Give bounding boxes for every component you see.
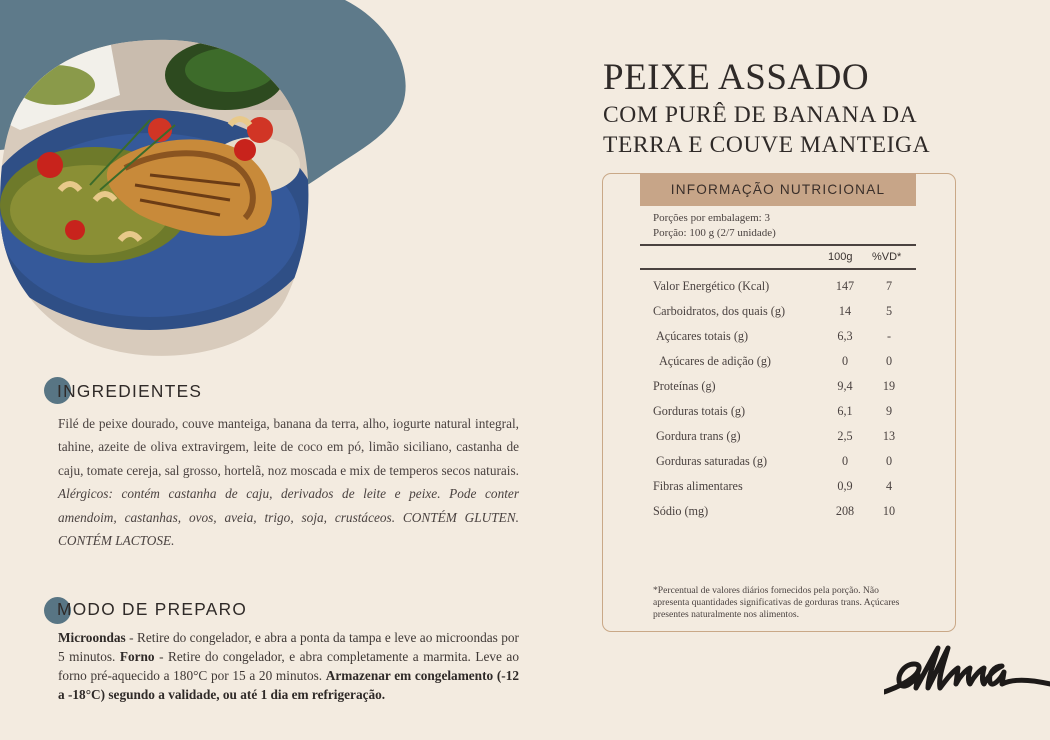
ingredients-text: [58, 412, 519, 552]
nutrient-value-vd: 13: [882, 429, 896, 443]
dish-photo: [0, 0, 330, 370]
nutrient-value-vd: 7: [885, 279, 893, 293]
nutrient-label: Gordura trans (g): [656, 429, 741, 443]
title-main: PEIXE ASSADO: [603, 57, 870, 98]
nutrition-footnote: *Percentual de valores diários fornecidos pela porção. Não apresenta quantidades significativas de gorduras trans. Açúcares presentes naturalmente nos alimentos.: [653, 585, 900, 620]
allma-logo: [884, 644, 1050, 702]
title-sub-line1: COM PURÊ DE BANANA DA: [603, 102, 918, 128]
oven-instructions: - Retire do congelador, e abra completamente a marmita. Leve ao forno pré-aquecido a 180°C por 15 a 20 minutos.: [58, 649, 519, 683]
nutrient-value-100g: 0: [841, 354, 849, 368]
preparation-title: MODO DE PREPARO: [57, 599, 248, 619]
nutrient-label: Gorduras saturadas (g): [656, 454, 768, 468]
nutrition-row: [640, 429, 916, 454]
nutrient-value-vd: 4: [885, 479, 893, 493]
table-top-rule: [640, 244, 916, 246]
nutrition-row: [640, 379, 916, 404]
nutrient-label: Proteínas (g): [653, 379, 716, 393]
microwave-label: Microondas: [58, 630, 126, 645]
column-header-100g: 100g: [828, 251, 853, 263]
nutrient-value-100g: 0,9: [837, 479, 853, 493]
nutrient-label: Carboidratos, dos quais (g): [653, 304, 786, 318]
ingredients-title: INGREDIENTES: [57, 381, 203, 401]
nutrition-row: [640, 454, 916, 479]
nutrient-label: Açúcares totais (g): [656, 329, 749, 343]
nutrient-value-vd: 0: [885, 454, 893, 468]
allergens-note: Alérgicos: contém castanha de caju, derivados de leite e peixe. Pode conter amendoim, castanhas, ovos, aveia, trigo, soja, crustáceos. CONTÉM GLUTEN. CONTÉM LACTOSE.: [58, 486, 519, 549]
storage-instructions: Armazenar em congelamento (-12 a -18°C) segundo a validade, ou até 1 dia em refrigeração.: [58, 668, 519, 702]
nutrition-row: [640, 404, 916, 429]
nutrition-header: INFORMAÇÃO NUTRICIONAL: [640, 173, 916, 206]
nutrient-value-100g: 2,5: [837, 429, 853, 443]
product-title: [603, 58, 1023, 160]
nutrient-value-vd: 19: [882, 379, 896, 393]
preparation-text: [58, 628, 519, 704]
nutrient-label: Valor Energético (Kcal): [653, 279, 770, 293]
nutrient-label: Fibras alimentares: [653, 479, 743, 493]
nutrient-label: Gorduras totais (g): [653, 404, 746, 418]
nutrient-value-100g: 6,3: [837, 329, 853, 343]
nutrient-value-vd: 0: [885, 354, 893, 368]
column-header-vd: %VD*: [872, 251, 902, 263]
nutrition-row: [640, 304, 916, 329]
title-sub-line2: TERRA E COUVE MANTEIGA: [603, 132, 931, 158]
nutrient-value-100g: 0: [841, 454, 849, 468]
nutrient-value-vd: -: [886, 329, 892, 343]
oven-label: Forno: [119, 649, 155, 664]
nutrient-value-vd: 9: [885, 404, 893, 418]
nutrient-label: Açúcares de adição (g): [659, 354, 771, 368]
ingredients-list: Filé de peixe dourado, couve manteiga, banana da terra, alho, iogurte natural integral, tahine, azeite de oliva extravirgem, leite de coco em pó, limão siciliano, castanha de caju, tomate cereja, sal grosso, hortelã, noz moscada e mix de temperos secos naturais.: [58, 416, 519, 478]
nutrition-row: [640, 279, 916, 304]
nutrient-value-vd: 5: [885, 304, 893, 318]
portion-size: Porção: 100 g (2/7 unidade): [653, 227, 776, 239]
nutrient-label: Sódio (mg): [653, 504, 709, 518]
nutrient-value-100g: 147: [835, 279, 855, 293]
nutrient-value-100g: 208: [835, 504, 855, 518]
nutrition-row: [640, 504, 916, 529]
nutrition-row: [640, 329, 916, 354]
nutrient-value-vd: 10: [882, 504, 896, 518]
nutrient-value-100g: 9,4: [837, 379, 853, 393]
microwave-instructions: - Retire do congelador, e abra a ponta da tampa e leve ao microondas por 5 minutos.: [58, 630, 519, 664]
nutrient-value-100g: 6,1: [837, 404, 853, 418]
nutrition-row: [640, 354, 916, 379]
portions-per-package: Porções por embalagem: 3: [653, 212, 770, 224]
nutrition-row: [640, 479, 916, 504]
nutrient-value-100g: 14: [838, 304, 852, 318]
table-header-rule: [640, 268, 916, 270]
